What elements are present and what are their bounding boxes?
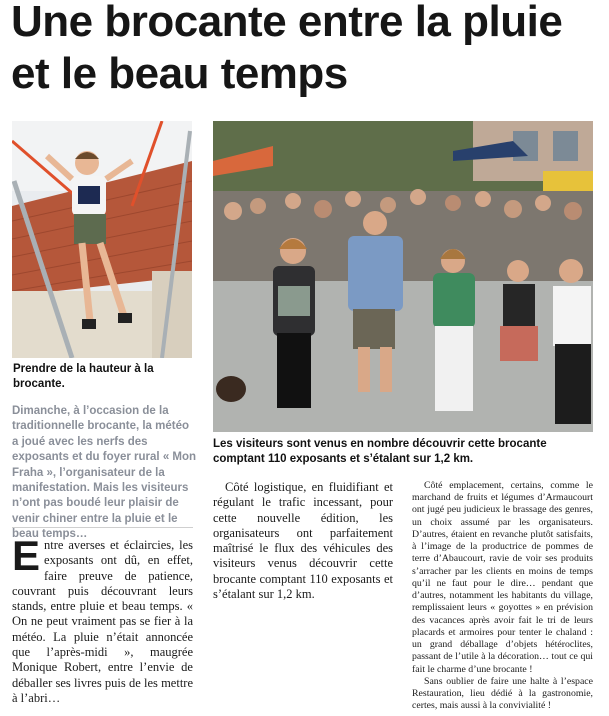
article-column-1 [12,532,193,706]
body-paragraph-1 [12,532,193,706]
article-headline: Une brocante entre la pluie et le beau temps [11,0,563,98]
article-lede: Dimanche, à l’occasion de la traditionnelle brocante, la météo a joué avec les nerfs des exposants et du foyer rural « Mon Fraha », l’organisateur de la manifestation. Mais les visiteurs n’ont pas boudé leur plaisir de venir chiner entre la pluie et le beau temps… [12,405,197,541]
trampoline-photo-image [12,121,192,358]
photo2-caption: Les visiteurs sont venus en nombre découvrir cette brocante comptant 110 exposants et s’étalant sur 1,2 km. [213,438,547,465]
trampoline-photo [12,121,192,358]
body-paragraph-2: Côté logistique, en fluidifiant et régulant le trafic incessant, pour cette nouvelle édition, les organisateurs ont parfaitement maîtrisé le flux des véhicules des visiteurs venus découvrir cette brocante comptant 110 exposants et s’étalant sur 1,2 km. [213,480,393,602]
body-paragraph-4: Sans oublier de faire une halte à l’espace Restauration, lieu dédié à la gastronomie, certes, mais aussi à la convivialité ! [412,675,593,712]
drop-cap: E [12,532,41,579]
lede-divider [12,527,193,528]
article-column-2 [213,480,393,602]
body-paragraph-3: Côté emplacement, certains, comme le marchand de fruits et légumes d’Armaucourt ont jugé peu judicieux le brassage des genres, un choix assumé par les organisateurs. D’autres, étaient en revanche plutôt satisfaits, à l’image de la productrice de pommes de terre d’Abaucourt, ravie de voir ses produits s’arracher par les clients en moins de temps qu’il ne faut pour le dire… pendant que d’autres, notamment les habitants du village, remplissaient leurs « goyottes » en prévision des vacances après avoir fait le tri de leurs placards et armoires pour tenter le chaland : un grand déballage d’objets hétéroclites, passant de l’utile à la décoration… tout ce qui fait le charme d’une brocante ! [412,480,593,675]
photo1-caption: Prendre de la hauteur à la brocante. [13,363,154,390]
body-paragraph-1-text: ntre averses et éclaircies, les exposants ont dû, en effet, faire preuve de patience, couvrant puis découvrant leurs stands, entre pluie et beau temps. « On ne peut vraiment pas se fier à la météo. La pluie n’était annoncée que l’après-midi », maugrée Monique Robert, entre l’envie de déballer ses livres puis de les mettre à l’abri… [12,538,193,705]
crowd-photo [213,121,593,432]
article-column-3 [412,480,593,712]
crowd-photo-image [213,121,593,432]
